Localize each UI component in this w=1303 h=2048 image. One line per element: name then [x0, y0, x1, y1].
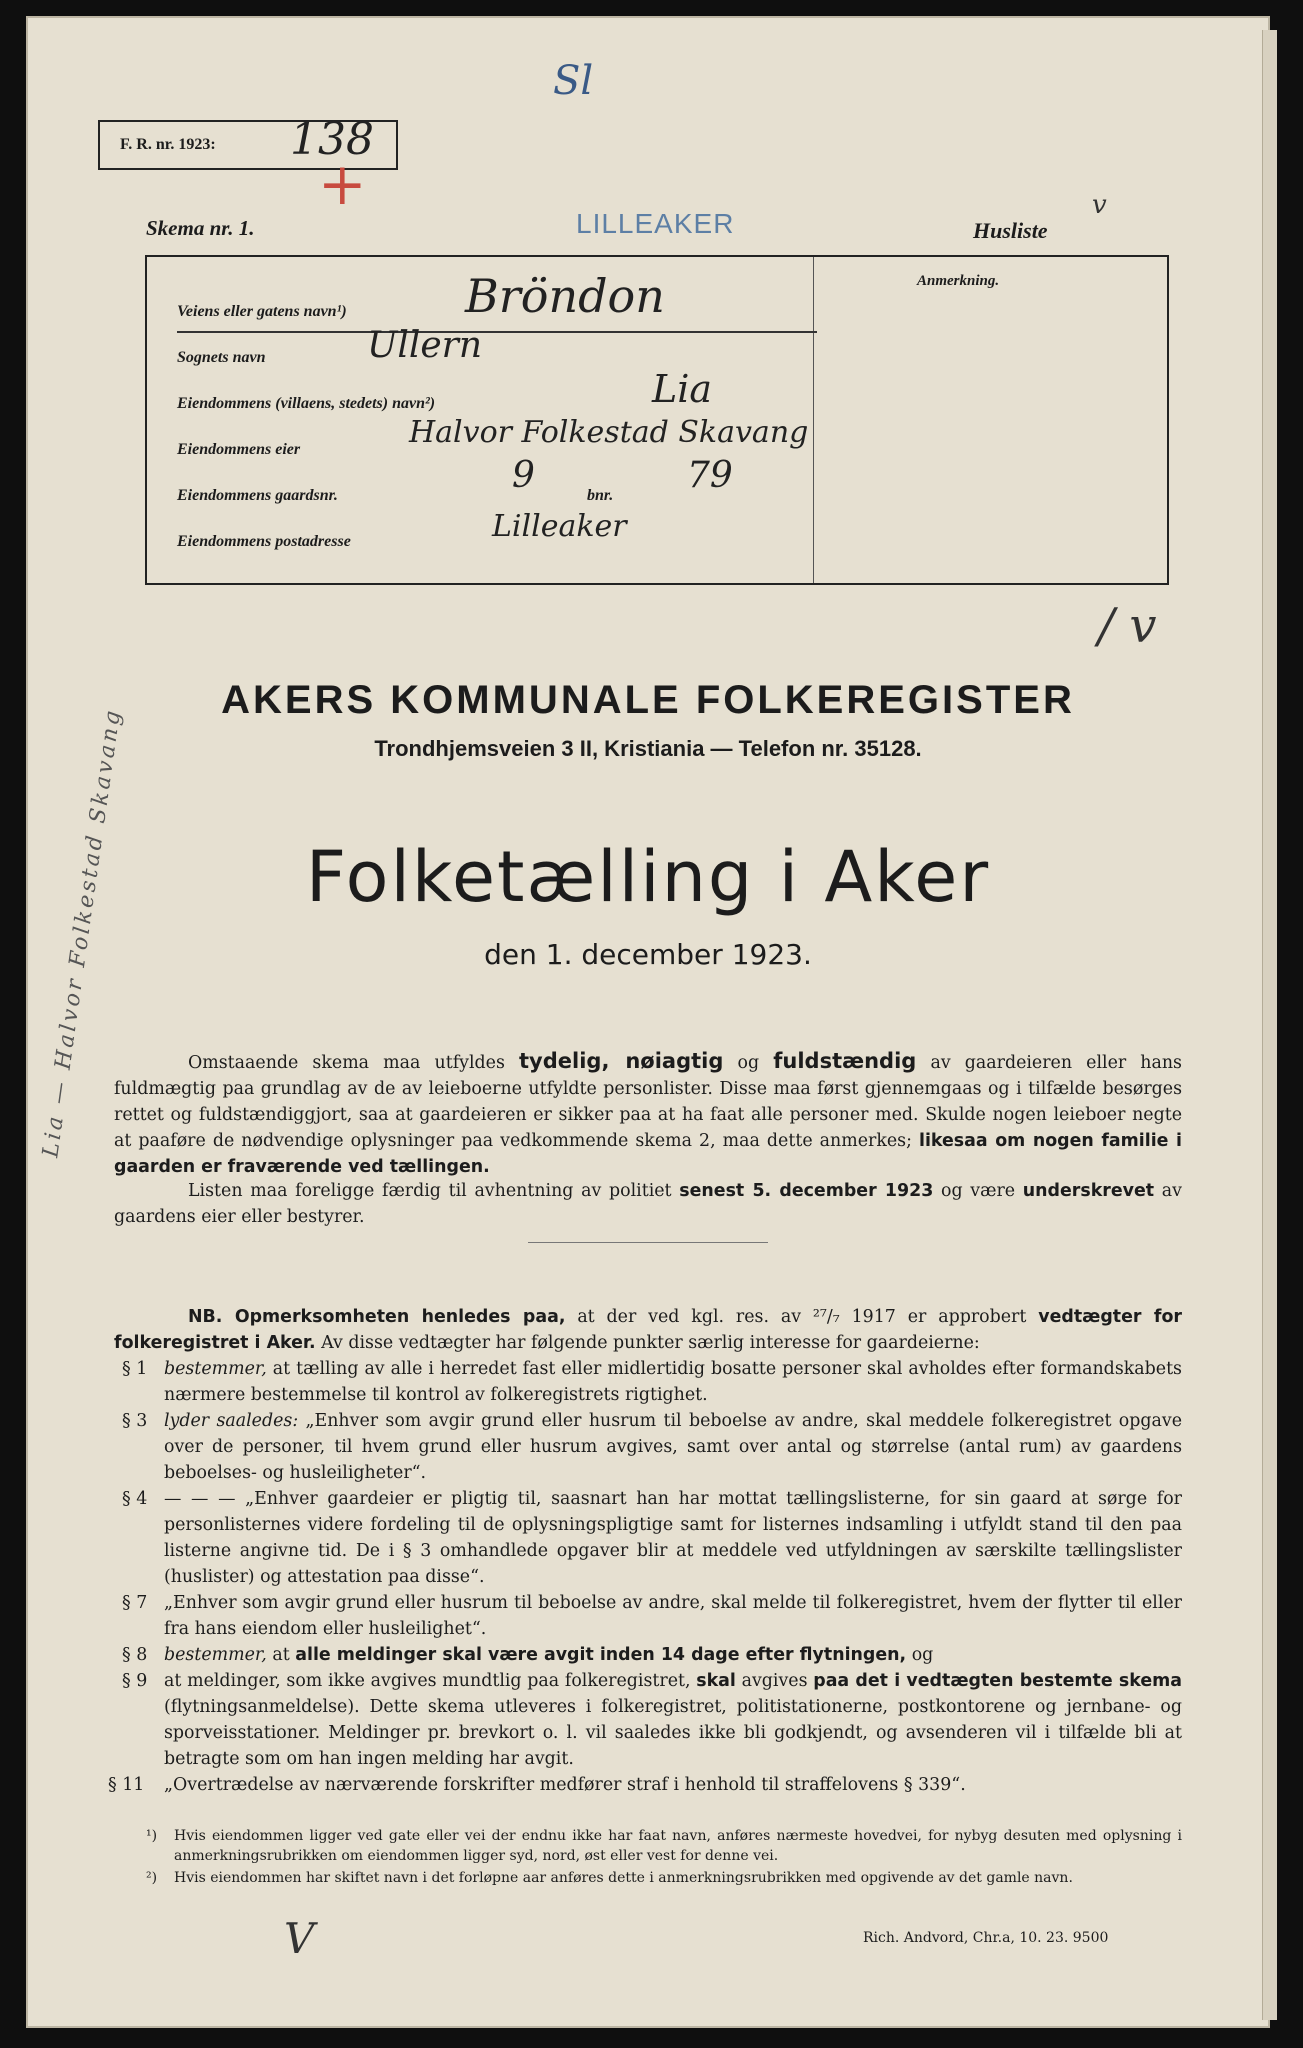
- section-4: § 4 — — — „Enhver gaardeier er pligtig til, saasnart han har mottat tællingslisterne, for sin gaard at sørge for personlisternes videre fordeling til de oplysningspligtige samt for listernes indsamling i utfyldt stand til den paa listerne angivne tid. De i § 3 omhandlede opgaver blir at meddele ved utfyldningen av særskilte tællingslister (huslister) og attestation paa disse“.: [122, 1489, 1182, 1587]
- farm-number-value: 9: [512, 455, 535, 496]
- section-3: § 3 lyder saaledes: „Enhver som avgir grund eller husrum til beboelse av andre, skal meddele folkeregistret opgave over de personer, til hvem grund eller husrum avgives, samt over antal og størrelse (antal rum) av gaardens beboelses- og husleiligheter“.: [122, 1411, 1183, 1483]
- postal-address-label: Eiendommens postadresse: [177, 533, 351, 550]
- street-name-label: Veiens eller gatens navn¹): [177, 303, 347, 320]
- footnote-1: ¹) Hvis eiendommen ligger ved gate eller vei der endnu ikke har faat navn, anføres nærmeste hovedvei, for nybyg desuten med oplysning i anmerkningsrubrikken om eiendommen ligger syd, nord, øst eller vest for denne vei.: [146, 1828, 1182, 1864]
- parish-label: Sognets navn: [177, 349, 266, 366]
- form-divider: [813, 257, 814, 583]
- document-title: Folketælling i Aker: [305, 836, 991, 918]
- location-stamp: LILLEAKER: [576, 208, 735, 239]
- census-date: den 1. december 1923.: [484, 938, 812, 971]
- property-form: [145, 255, 1169, 585]
- street-name-value: Bröndon: [465, 269, 665, 323]
- remarks-label: Anmerkning.: [917, 273, 1000, 289]
- handwritten-initials: Sl: [553, 58, 594, 104]
- fr-label: F. R. nr. 1923:: [120, 136, 216, 153]
- document-page: [28, 18, 1268, 2026]
- property-name-value: Lia: [652, 367, 713, 411]
- farm-number-label: Eiendommens gaardsnr.: [177, 487, 338, 504]
- section-divider: [528, 1242, 768, 1243]
- owner-label: Eiendommens eier: [177, 441, 301, 458]
- nb-paragraph: NB. Opmerksomheten henledes paa, at der ved kgl. res. av ²⁷/₇ 1917 er approbert vedtægter for folkeregistret i Aker. Av disse vedtægter har følgende punkter særlig interesse for gaardeierne:: [114, 1307, 1182, 1353]
- page-edge: [1262, 30, 1277, 2020]
- husliste-label: Husliste: [973, 218, 1048, 243]
- section-8: § 8 bestemmer, at alle meldinger skal være avgit inden 14 dage efter flytningen, og: [122, 1645, 934, 1665]
- section-11: § 11 „Overtrædelse av nærværende forskrifter medfører straf i henhold til straffelovens § 339“.: [108, 1775, 966, 1795]
- postal-address-value: Lilleaker: [492, 509, 627, 544]
- fr-value: 138: [290, 114, 374, 165]
- intro-paragraph-2: Listen maa foreligge færdig til avhentning av politiet senest 5. december 1923 og være underskrevet av gaardens eier eller bestyrer.: [114, 1181, 1182, 1227]
- street-underline: [177, 331, 817, 333]
- bottom-check-mark: V: [284, 1914, 315, 1963]
- skema-label: Skema nr. 1.: [146, 216, 255, 240]
- property-name-label: Eiendommens (villaens, stedets) navn²): [177, 395, 436, 412]
- bnr-label: bnr.: [587, 487, 614, 504]
- organization-name: AKERS KOMMUNALE FOLKEREGISTER: [221, 678, 1075, 722]
- approval-mark: / v: [1098, 598, 1157, 654]
- red-cross-mark: +: [318, 150, 367, 218]
- parish-value: Ullern: [367, 325, 483, 366]
- section-7: § 7 „Enhver som avgir grund eller husrum til beboelse av andre, skal melde til folkeregistret, hvem der flytter til eller fra hans eiendom eller husleilighet“.: [122, 1593, 1182, 1639]
- bnr-value: 79: [687, 455, 733, 496]
- margin-handwriting: Lia — Halvor Folkestad Skavang: [38, 706, 127, 1159]
- owner-value: Halvor Folkestad Skavang: [409, 415, 809, 450]
- intro-paragraph-1: Omstaaende skema maa utfyldes tydelig, nøiagtig og fuldstændig av gaardeieren eller hans fuldmægtig paa grundlag av de av leieboerne utfyldte personlister. Disse maa først gjennemgaas og i tilfælde besørges rettet og fuldstændiggjort, saa at gaardeieren er sikker paa at ha faat alle personer med. Skulde nogen leieboer negte at paaføre de nødvendige oplysninger paa vedkommende skema 2, maa dette anmerkes; likesaa om nogen familie i gaarden er fraværende ved tællingen.: [114, 1049, 1182, 1177]
- footnote-2: ²) Hvis eiendommen har skiftet navn i det forløpne aar anføres dette i anmerkningsrubrikken med opgivende av det gamle navn.: [146, 1870, 1073, 1886]
- section-1: § 1 bestemmer, at tælling av alle i herredet fast eller midlertidig bosatte personer skal avholdes efter formandskabets nærmere bestemmelse til kontrol av folkeregistrets rigtighet.: [122, 1359, 1182, 1405]
- check-mark-small: v: [1092, 190, 1107, 220]
- section-9: § 9 at meldinger, som ikke avgives mundtlig paa folkeregistret, skal avgives paa det i vedtægten bestemte skema (flytningsanmeldelse). Dette skema utleveres i folkeregistret, politistationerne, postkontorene og jernbane- og sporveisstationer. Meldinger pr. brevkort o. l. vil saaledes ikke bli godkjendt, og avsenderen vil i tilfælde bli at betragte som om han ingen melding har avgit.: [122, 1671, 1183, 1769]
- organization-address: Trondhjemsveien 3 II, Kristiania — Telefon nr. 35128.: [374, 736, 922, 761]
- printer-imprint: Rich. Andvord, Chr.a, 10. 23. 9500: [863, 1930, 1109, 1946]
